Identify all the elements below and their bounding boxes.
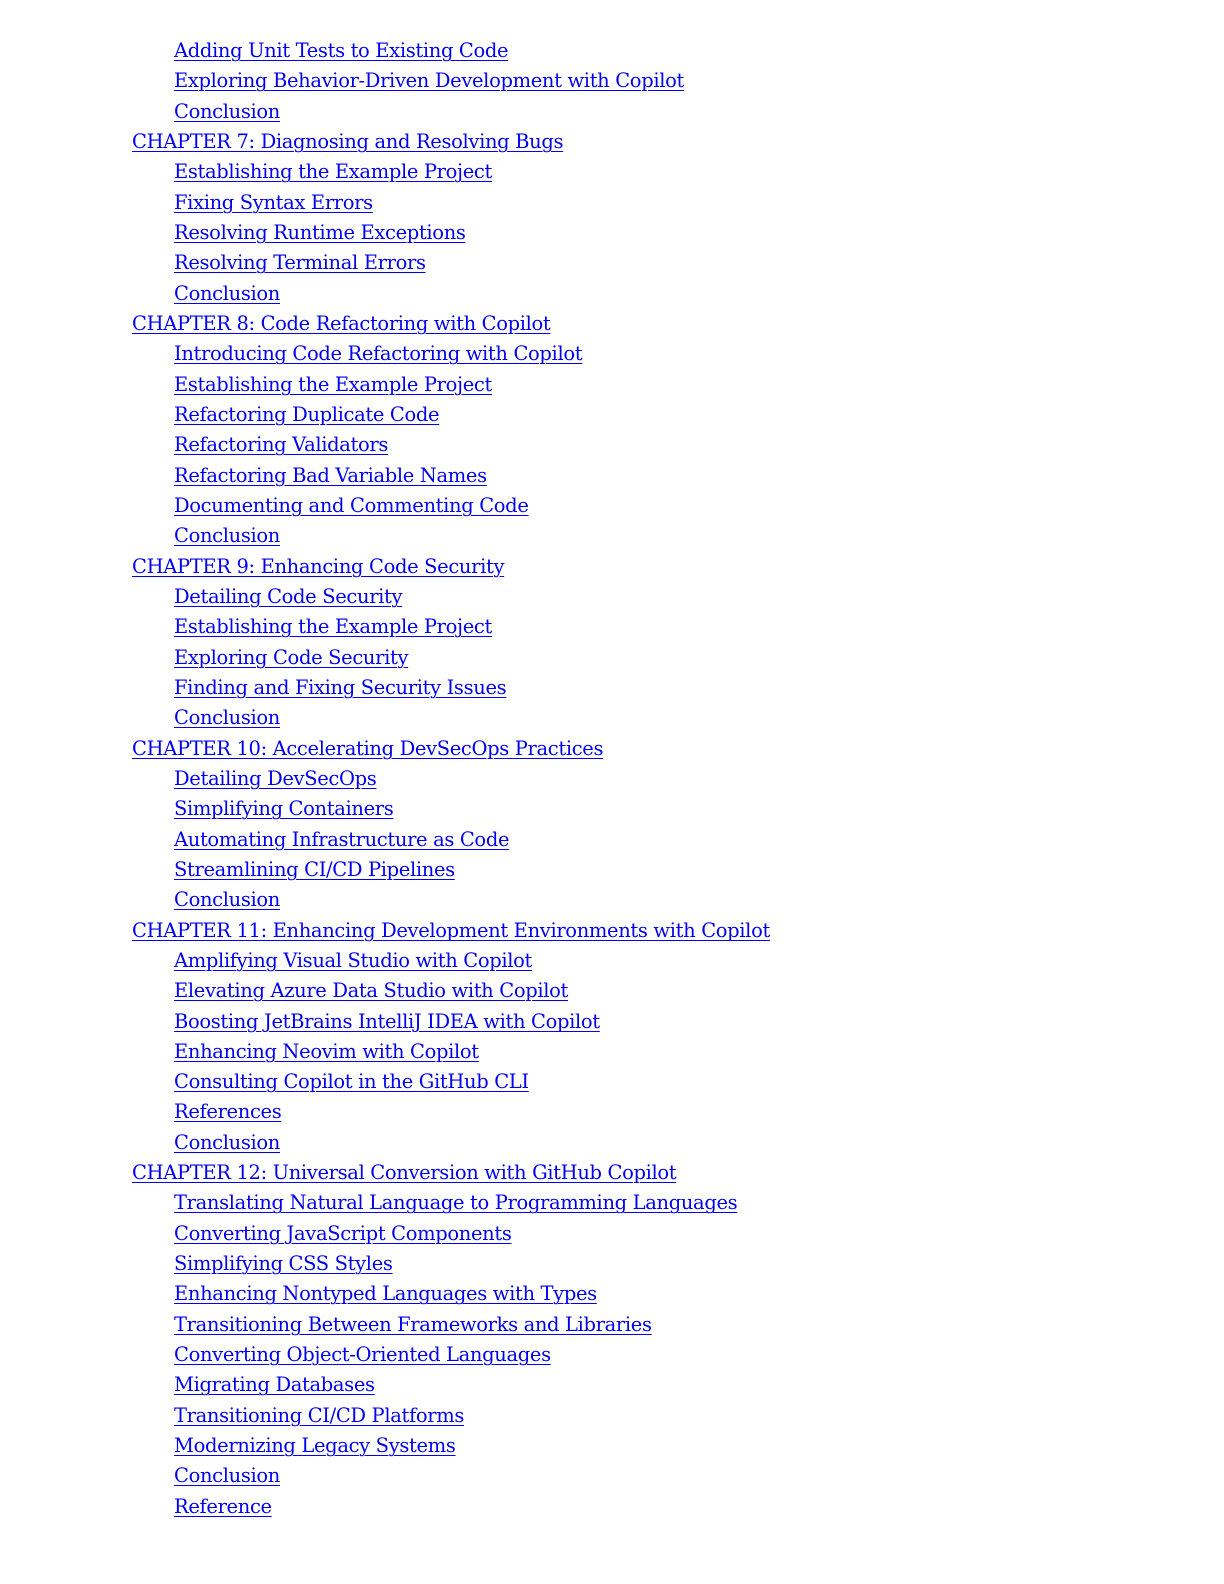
toc-section-link[interactable]: Automating Infrastructure as Code bbox=[174, 827, 510, 851]
toc-section-entry bbox=[0, 885, 1224, 915]
toc-chapter-link[interactable]: CHAPTER 7: Diagnosing and Resolving Bugs bbox=[132, 129, 564, 153]
toc-section-link[interactable]: Exploring Code Security bbox=[174, 645, 409, 669]
toc-section-link[interactable]: Transitioning CI/CD Platforms bbox=[174, 1403, 464, 1427]
toc-section-link[interactable]: Enhancing Neovim with Copilot bbox=[174, 1039, 479, 1063]
toc-section-entry bbox=[0, 339, 1224, 369]
toc-section-entry bbox=[0, 1249, 1224, 1279]
toc-section-entry bbox=[0, 976, 1224, 1006]
toc-section-link[interactable]: Detailing DevSecOps bbox=[174, 766, 377, 790]
toc-section-link[interactable]: Simplifying Containers bbox=[174, 797, 394, 821]
toc-section-entry bbox=[0, 521, 1224, 551]
toc-section-link[interactable]: Translating Natural Language to Programming Languages bbox=[174, 1191, 738, 1215]
toc-section-entry bbox=[0, 491, 1224, 521]
toc-section-entry bbox=[0, 1279, 1224, 1309]
table-of-contents bbox=[0, 36, 1224, 1522]
toc-section-link[interactable]: Establishing the Example Project bbox=[174, 372, 492, 396]
toc-section-link[interactable]: Conclusion bbox=[174, 888, 280, 912]
toc-section-link[interactable]: Elevating Azure Data Studio with Copilot bbox=[174, 979, 568, 1003]
toc-section-entry bbox=[0, 218, 1224, 248]
toc-section-link[interactable]: Documenting and Commenting Code bbox=[174, 493, 529, 517]
toc-section-entry bbox=[0, 1431, 1224, 1461]
toc-chapter-entry bbox=[0, 1158, 1224, 1188]
toc-section-entry bbox=[0, 1340, 1224, 1370]
toc-section-link[interactable]: Refactoring Bad Variable Names bbox=[174, 463, 487, 487]
toc-section-link[interactable]: Enhancing Nontyped Languages with Types bbox=[174, 1282, 597, 1306]
toc-section-link[interactable]: Converting Object-Oriented Languages bbox=[174, 1343, 551, 1367]
toc-section-entry bbox=[0, 248, 1224, 278]
toc-section-link[interactable]: Fixing Syntax Errors bbox=[174, 190, 373, 214]
toc-section-entry bbox=[0, 370, 1224, 400]
toc-section-link[interactable]: Detailing Code Security bbox=[174, 584, 403, 608]
toc-section-link[interactable]: Conclusion bbox=[174, 706, 280, 730]
toc-section-entry bbox=[0, 400, 1224, 430]
toc-section-link[interactable]: Amplifying Visual Studio with Copilot bbox=[174, 948, 533, 972]
toc-section-link[interactable]: Converting JavaScript Components bbox=[174, 1221, 512, 1245]
toc-section-entry bbox=[0, 703, 1224, 733]
toc-section-entry bbox=[0, 188, 1224, 218]
toc-section-entry bbox=[0, 825, 1224, 855]
toc-section-entry bbox=[0, 461, 1224, 491]
toc-section-link[interactable]: Finding and Fixing Security Issues bbox=[174, 675, 507, 699]
toc-section-entry bbox=[0, 1188, 1224, 1218]
toc-chapter-entry bbox=[0, 916, 1224, 946]
toc-section-link[interactable]: Conclusion bbox=[174, 524, 280, 548]
toc-section-entry bbox=[0, 855, 1224, 885]
toc-section-entry bbox=[0, 1037, 1224, 1067]
toc-section-link[interactable]: Consulting Copilot in the GitHub CLI bbox=[174, 1070, 529, 1094]
toc-section-entry bbox=[0, 66, 1224, 96]
toc-section-entry bbox=[0, 764, 1224, 794]
toc-chapter-link[interactable]: CHAPTER 8: Code Refactoring with Copilot bbox=[132, 311, 551, 335]
toc-section-link[interactable]: Conclusion bbox=[174, 99, 280, 123]
toc-section-link[interactable]: Boosting JetBrains IntelliJ IDEA with Copilot bbox=[174, 1009, 600, 1033]
toc-section-entry bbox=[0, 1492, 1224, 1522]
toc-section-link[interactable]: Modernizing Legacy Systems bbox=[174, 1434, 456, 1458]
toc-section-entry bbox=[0, 582, 1224, 612]
toc-section-link[interactable]: Introducing Code Refactoring with Copilot bbox=[174, 342, 583, 366]
toc-section-entry bbox=[0, 1219, 1224, 1249]
toc-chapter-link[interactable]: CHAPTER 12: Universal Conversion with GitHub Copilot bbox=[132, 1161, 677, 1185]
toc-section-entry bbox=[0, 612, 1224, 642]
toc-chapter-entry bbox=[0, 734, 1224, 764]
toc-section-link[interactable]: Streamlining CI/CD Pipelines bbox=[174, 857, 455, 881]
toc-section-entry bbox=[0, 1401, 1224, 1431]
toc-section-entry bbox=[0, 946, 1224, 976]
toc-section-link[interactable]: Reference bbox=[174, 1494, 272, 1518]
toc-section-entry bbox=[0, 36, 1224, 66]
toc-section-link[interactable]: Migrating Databases bbox=[174, 1373, 375, 1397]
toc-section-entry bbox=[0, 1310, 1224, 1340]
toc-section-entry bbox=[0, 157, 1224, 187]
toc-section-entry bbox=[0, 1461, 1224, 1491]
toc-section-entry bbox=[0, 643, 1224, 673]
toc-section-link[interactable]: Refactoring Duplicate Code bbox=[174, 402, 440, 426]
toc-section-entry bbox=[0, 1067, 1224, 1097]
toc-section-link[interactable]: Transitioning Between Frameworks and Libraries bbox=[174, 1312, 652, 1336]
toc-chapter-link[interactable]: CHAPTER 11: Enhancing Development Environments with Copilot bbox=[132, 918, 770, 942]
toc-section-entry bbox=[0, 430, 1224, 460]
toc-section-link[interactable]: Resolving Runtime Exceptions bbox=[174, 220, 466, 244]
toc-section-link[interactable]: Adding Unit Tests to Existing Code bbox=[174, 39, 509, 62]
toc-section-link[interactable]: Exploring Behavior-Driven Development with Copilot bbox=[174, 69, 684, 93]
toc-section-entry bbox=[0, 1097, 1224, 1127]
toc-chapter-entry bbox=[0, 309, 1224, 339]
toc-section-entry bbox=[0, 1128, 1224, 1158]
toc-section-link[interactable]: Conclusion bbox=[174, 1464, 280, 1488]
toc-section-entry bbox=[0, 794, 1224, 824]
toc-section-entry bbox=[0, 1007, 1224, 1037]
toc-section-entry bbox=[0, 1370, 1224, 1400]
toc-section-link[interactable]: Refactoring Validators bbox=[174, 433, 389, 457]
toc-chapter-entry bbox=[0, 127, 1224, 157]
toc-section-link[interactable]: Resolving Terminal Errors bbox=[174, 251, 426, 275]
toc-section-entry bbox=[0, 97, 1224, 127]
toc-section-link[interactable]: Establishing the Example Project bbox=[174, 160, 492, 184]
toc-section-link[interactable]: Conclusion bbox=[174, 1130, 280, 1154]
toc-chapter-link[interactable]: CHAPTER 10: Accelerating DevSecOps Practices bbox=[132, 736, 604, 760]
toc-section-entry bbox=[0, 279, 1224, 309]
toc-section-link[interactable]: Conclusion bbox=[174, 281, 280, 305]
toc-section-link[interactable]: Simplifying CSS Styles bbox=[174, 1252, 393, 1276]
toc-section-entry bbox=[0, 673, 1224, 703]
toc-chapter-link[interactable]: CHAPTER 9: Enhancing Code Security bbox=[132, 554, 505, 578]
toc-section-link[interactable]: Establishing the Example Project bbox=[174, 615, 492, 639]
toc-section-link[interactable]: References bbox=[174, 1100, 282, 1124]
toc-chapter-entry bbox=[0, 552, 1224, 582]
